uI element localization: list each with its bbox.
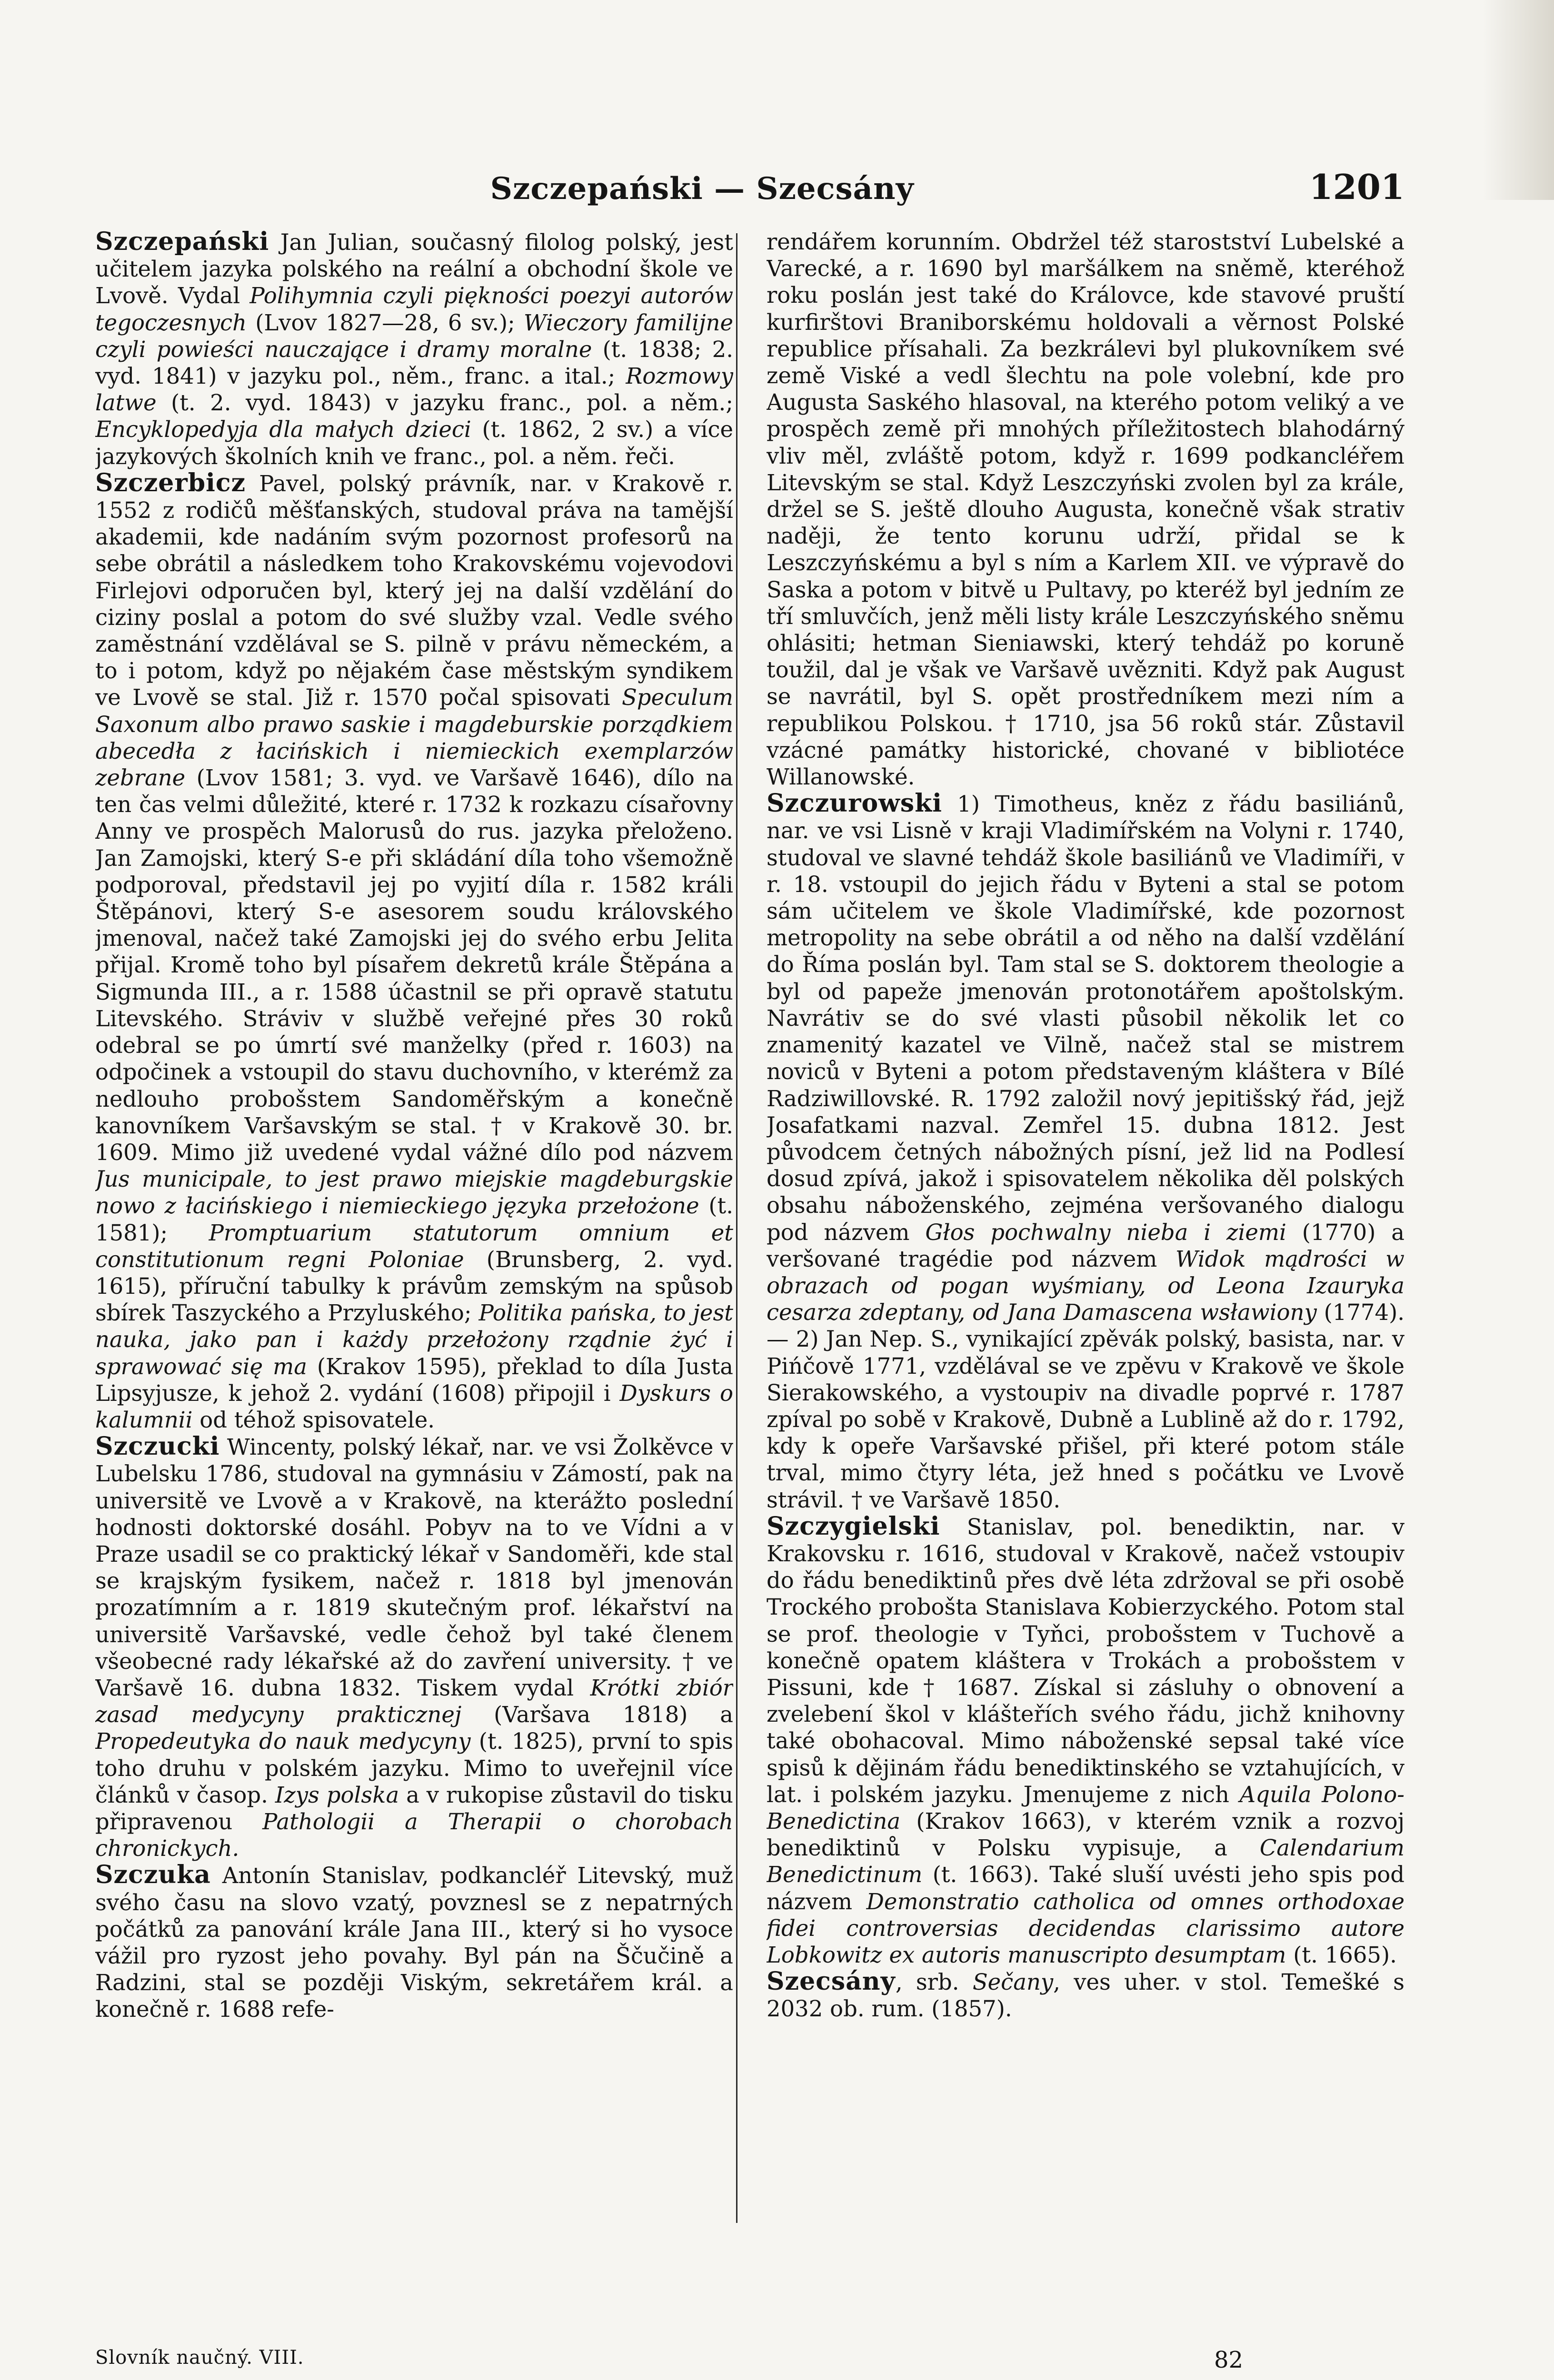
entry-text: Antonín Stanislav, podkancléř Litevský, muž svého času na slovo vzatý, povznesl se z nepatrných počátků za panování krále Jana III., který si ho vysoce vážil pro ryzost jeho povahy. Byl pán na Ščučině a Radzini, stal se později Viským, sekretářem král. a konečně r. 1688 refe- xyxy=(95,1863,733,2023)
book-title: Encyklopedyja dla małych dzieci xyxy=(95,416,471,443)
entry-szczuka xyxy=(95,1862,733,2023)
running-head xyxy=(95,167,1405,209)
entry-text: (1770) a veršované tragédie pod názvem xyxy=(767,1219,1405,1272)
entry-text: (Krakov 1595), překlad to díla Justa Lipsyjusze, k jehož 2. vydání (1608) připojil i xyxy=(95,1353,733,1406)
entry-text: Pavel, polský právník, nar. v Krakově r. 1552 z rodičů měšťanských, studoval práva na tamější akademii, kde nadáním svým pozornost profesorů na sebe obrátil a následkem toho Krakovskému vojevodovi Firlejovi odporučen byl, který jej na další vzdělání do ciziny poslal a potom do své služby vzal. Vedle svého zaměstnání vzdělával se S. pilně v právu německém, a to i potom, když po nějakém čase městským syndikem ve Lvově se stal. Již r. 1570 počal spisovati xyxy=(95,470,733,711)
entry-szczepanski xyxy=(95,228,733,470)
page-number: 1201 xyxy=(1309,167,1405,207)
entry-szczygielski xyxy=(767,1513,1405,1968)
entry-text: (Brunsberg, 2. vyd. 1615), příruční tabulky k právům zemským na spůsob sbírek Taszyckého a Przyluského; xyxy=(95,1246,733,1326)
text-columns xyxy=(95,228,1405,2332)
entry-text: (Krakov 1663), v kterém vznik a rozvoj benediktinů v Polsku vypisuje, a xyxy=(767,1808,1405,1861)
entry-text: od téhož spisovatele. xyxy=(192,1407,435,1433)
entry-text: (Varšava 1818) a xyxy=(461,1702,733,1728)
entry-headword: Szczygielski xyxy=(767,1511,940,1541)
book-title: Politika pańska, to jest nauka, jako pan i każdy przełożony rządnie żyć i sprawować się ma xyxy=(95,1300,733,1379)
entry-text: (1774). — 2) Jan Nep. S., vynikající zpěvák polský, basista, nar. v Pińčově 1771, vzdělával se ve zpěvu v Krakově ve škole Sierakowského, a vystoupiv na divadle poprvé r. 1787 zpíval po sobě v Krakově, Dubně a Lublině až do r. 1792, kdy k opeře Varšavské přišel, při které potom stále trval, mimo čtyry léta, jež hned s počátku ve Lvově strávil. † ve Varšavě 1850. xyxy=(767,1299,1405,1513)
entry-text: , ves uher. v stol. Temešké s 2032 ob. rum. (1857). xyxy=(767,1969,1405,2022)
entry-headword: Szecsány xyxy=(767,1967,896,1996)
entry-szecsany xyxy=(767,1968,1405,2022)
book-title: Demonstratio catholica od omnes orthodoxae fidei controversias decidendas clarissimo autore Lobkowitz ex autoris manuscripto desumptam xyxy=(767,1888,1405,1968)
entry-text: Jan Julian, současný filolog polský, jest učitelem jazyka polského na reální a obchodní škole ve Lvově. Vydal xyxy=(95,229,733,309)
book-title: Promptuarium statutorum omnium et constitutionum regni Poloniae xyxy=(95,1220,733,1272)
volume-footer: Slovník naučný. VIII. xyxy=(95,2347,304,2369)
book-title: Propedeutyka do nauk medycyny xyxy=(95,1728,471,1755)
entry-headword: Szczuka xyxy=(95,1860,211,1890)
entry-szczerbicz xyxy=(95,470,733,1433)
entry-text: (t. 1663). Také sluší uvésti jeho spis pod názvem xyxy=(767,1862,1405,1914)
entry-text: Wincenty, polský lékař, nar. ve vsi Žolkěvce v Lubelsku 1786, studoval na gymnásiu v Zámostí, pak na universitě ve Lvově a v Krakově, na kterážto poslední hodnosti doktorské dosáhl. Pobyv na to ve Vídni a v Praze usadil se co praktický lékař v Sandoměři, kde stal se krajským fysikem, načež r. 1818 byl jmenován prozatímním a r. 1819 skutečným prof. lékařství na universitě Varšavské, vedle čehož byl také členem všeobecné rady lékařské až do zavření university. † ve Varšavě 16. dubna 1832. Tiskem vydal xyxy=(95,1434,733,1701)
place-name: Sečany xyxy=(972,1969,1054,1995)
entry-headword: Szczerbicz xyxy=(95,468,246,497)
entry-text: (t. 1825), první to spis toho druhu v polském jazyku. Mimo to uveřejnil více článků v časop. xyxy=(95,1728,733,1808)
book-title: Rozmowy latwe xyxy=(95,363,733,416)
entry-szczucki xyxy=(95,1433,733,1862)
entry-text: (Lvov 1827—28, 6 sv.); xyxy=(247,309,524,336)
entry-text: (t. 1665). xyxy=(1286,1942,1397,1968)
entry-headword: Szczurowski xyxy=(767,789,942,818)
left-column xyxy=(95,228,733,2332)
entry-text: (t. 2. vyd. 1843) v jazyku franc., pol. a něm.; xyxy=(156,390,733,416)
book-title: Aquila Polono-Benedictina xyxy=(767,1781,1405,1834)
entry-headword: Szczepański xyxy=(95,228,269,256)
signature-mark: 82 xyxy=(1214,2347,1244,2373)
book-title: Głos pochwalny nieba i ziemi xyxy=(925,1219,1286,1245)
book-title: Jus municipale, to jest prawo miejskie magdeburgskie nowo z łacińskiego i niemieckiego języka przełożone xyxy=(95,1166,733,1219)
entry-szczurowski xyxy=(767,790,1405,1513)
book-title: Calendarium Benedictinum xyxy=(767,1835,1405,1888)
right-column xyxy=(767,228,1405,2332)
page-title: Szczepański — Szecsány xyxy=(490,171,914,207)
entry-szczuka-continued xyxy=(767,228,1405,790)
entry-text: rendářem korunním. Obdržel též starostství Lubelské a Varecké, a r. 1690 byl maršálkem na sněmě, kteréhož roku poslán jest také do Královce, kde stavové pruští kurfirštovi Braniborskému holdovali a věrnost Polské republice přísahali. Za bezkrálevi byl plukovníkem své země Viské a vedl šlechtu na pole volební, kde pro Augusta Saského hlasoval, na kterého potom veliký a ve prospěch země při mnohých příležitostech blahodárný vliv měl, zvláště potom, když r. 1699 podkancléřem Litevským se stal. Když Leszczyński zvolen byl za krále, držel se S. ještě dlouho Augusta, konečně však strativ naději, že tento korunu udrží, přidal se k Leszczyńskému a byl s ním a Karlem XII. ve výpravě do Saska a potom v bitvě u Pultavy, po kteréž byl jedním ze tří smluvčích, jenž měli listy krále Leszczyńského sněmu ohlásiti; hetman Sieniawski, který tehdáž po koruně toužil, dal je však ve Varšavě uvězniti. Když pak August se navrátil, byl S. opět prostředníkem mezi ním a republikou Polskou. † 1710, jsa 56 roků stár. Zůstavil vzácné památky historické, chované v bibliotéce Willanowské. xyxy=(767,229,1405,790)
book-title: Polihymnia czyli piękności poezyi autorów tegoczesnych xyxy=(95,283,733,336)
entry-headword: Szczucki xyxy=(95,1432,220,1461)
entry-text: (Lvov 1581; 3. vyd. ve Varšavě 1646), dílo na ten čas velmi důležité, které r. 1732 k rozkazu císařovny Anny ve prospěch Malorusů do rus. jazyka přeloženo. Jan Zamojski, který S-e při skládání díla toho všemožně podporoval, představil jej po vyjití díla r. 1582 králi Štěpánovi, který S-e asesorem soudu královského jmenoval, načež také Zamojski jej do svého erbu Jelita přijal. Kromě toho byl písařem dekretů krále Štěpána a Sigmunda III., a r. 1588 účastnil se při opravě statutu Litevského. Stráviv v službě veřejné přes 30 roků odebral se po úmrtí své manželky (před r. 1603) na odpočinek a vstoupil do stavu duchovního, v kterémž za nedlouho probošstem Sandoměřským a konečně kanovníkem Varšavským se stal. † v Krakově 30. br. 1609. Mimo již uvedené vydal vážné dílo pod názvem xyxy=(95,765,733,1165)
entry-text: a v rukopise zůstavil do tisku připravenou xyxy=(95,1782,733,1835)
book-title: Dyskurs o kalumnii xyxy=(95,1380,733,1433)
book-title: Izys polska xyxy=(275,1782,399,1808)
book-title: Widok mądrości w obrazach od pogan wyśmiany, od Leona Izauryka cesarza zdeptany, od Jana Damascena wsławiony xyxy=(767,1246,1405,1326)
entry-text: (t. 1581); xyxy=(95,1193,733,1246)
book-title: Wieczory familijne czyli powieści nauczające i dramy moralne xyxy=(95,309,733,362)
entry-text: , srb. xyxy=(895,1969,973,1995)
entry-text: (t. 1862, 2 sv.) a více jazykových školních knih ve franc., pol. a něm. řeči. xyxy=(95,416,733,469)
book-title: Speculum Saxonum albo prawo saskie i magdeburskie porządkiem abecedła z łacińskich i niemieckich exemplarzów zebrane xyxy=(95,684,733,791)
entry-text: Stanislav, pol. benediktin, nar. v Krakovsku r. 1616, studoval v Krakově, načež vstoupiv do řádu benediktinů přes dvě léta zdržoval se při osobě Trockého probošta Stanislava Kobierzyckého. Potom stal se prof. theologie v Tyňci, probošstem v Tuchově a konečně opatem kláštera v Trokách a probošstem v Pissuni, kde † 1687. Získal si zásluhy o obnovení a zvelebení škol v klášteřích svého řádu, jichž knihovny také obohacoval. Mimo náboženské sepsal také více spisů k dějinám řádu benediktinského se vztahujících, v lat. i polském jazyku. Jmenujeme z nich xyxy=(767,1514,1405,1807)
entry-text: 1) Timotheus, kněz z řádu basiliánů, nar. ve vsi Lisně v kraji Vladimířském na Volyni r. 1740, studoval ve slavné tehdáž škole basiliánů ve Vladimíři, v r. 18. vstoupil do jejich řádu v Byteni a stal se potom sám učitelem ve škole Vladimířské, kde pozornost metropolity na sebe obrátil a od něho na další vzdělání do Říma poslán byl. Tam stal se S. doktorem theologie a byl od papeže jmenován protonotářem apoštolským. Navrátiv se do své vlasti působil několik let co znamenitý kazatel ve Vilně, načež stal se mistrem noviců v Byteni a potom představeným kláštera v Bílé Radziwillovské. R. 1792 založil nový jepitišský řád, jejž Josafatkami nazval. Zemřel 15. dubna 1812. Jest původcem četných nábožných písní, jež lid na Podlesí dosud zpívá, jakož i spisovatelem několika děl polských obsahu náboženského, zejména veršovaného dialogu pod názvem xyxy=(767,791,1405,1245)
entry-text: (t. 1838; 2. vyd. 1841) v jazyku pol., něm., franc. a ital.; xyxy=(95,336,733,389)
book-title: Krótki zbiór zasad medycyny prakticznej xyxy=(95,1675,733,1728)
book-title: Pathologii a Therapii o chorobach chronickych. xyxy=(95,1808,733,1862)
